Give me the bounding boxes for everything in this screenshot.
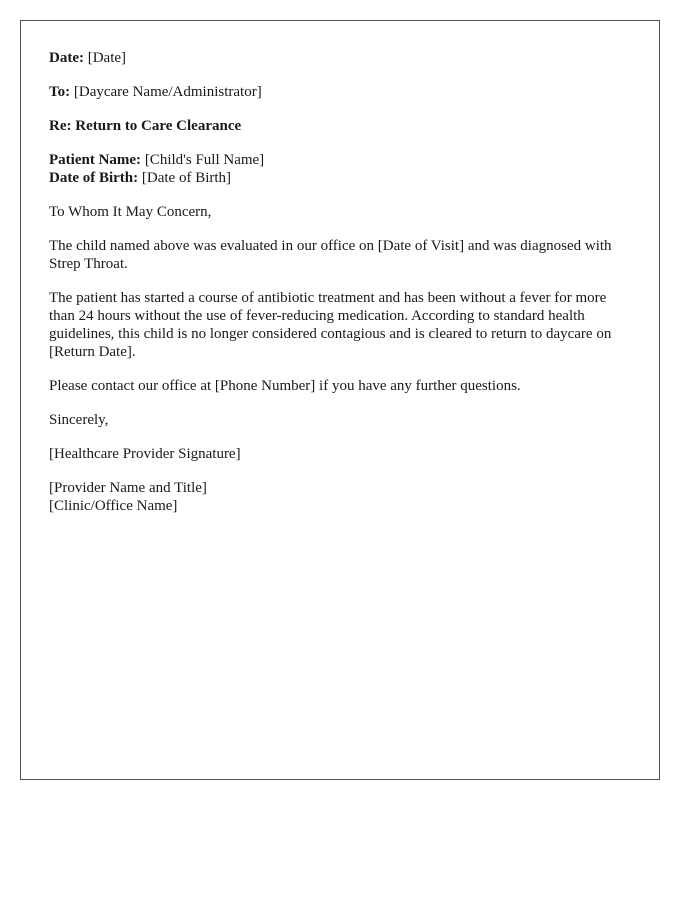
paragraph-2-text: The patient has started a course of antibiotic treatment and has been without a fever for more than 24 hours without the use of fever-reducing medication. According to standard health guidelines, this child is no longer considered contagious and is cleared to return to daycare on [Return Date].	[49, 290, 612, 360]
dob-line	[49, 169, 625, 187]
patient-info	[49, 151, 625, 187]
signature-placeholder: [Healthcare Provider Signature]	[49, 446, 241, 462]
patient-name-label: Patient Name:	[49, 152, 142, 168]
salutation: To Whom It May Concern,	[49, 204, 212, 220]
provider-block	[49, 479, 625, 515]
patient-name-value: [Child's Full Name]	[144, 152, 265, 168]
to-value: [Daycare Name/Administrator]	[73, 84, 262, 100]
signature-block	[49, 445, 625, 463]
patient-name-line	[49, 151, 625, 169]
subject-line	[49, 117, 625, 135]
recipient-line	[49, 83, 625, 101]
clinic-name: [Clinic/Office Name]	[49, 498, 178, 514]
dob-label: Date of Birth:	[49, 170, 139, 186]
salutation-block	[49, 203, 625, 221]
subject: Re: Return to Care Clearance	[49, 118, 242, 134]
date-line	[49, 49, 625, 67]
dob-value: [Date of Birth]	[141, 170, 232, 186]
paragraph-contact	[49, 377, 625, 395]
paragraph-clearance	[49, 289, 625, 361]
closing: Sincerely,	[49, 412, 109, 428]
date-label: Date:	[49, 50, 84, 66]
letter-content	[49, 49, 625, 531]
date-value: [Date]	[87, 50, 127, 66]
paragraph-3-text: Please contact our office at [Phone Number] if you have any further questions.	[49, 378, 521, 394]
to-label: To:	[49, 84, 71, 100]
paragraph-diagnosis	[49, 237, 625, 273]
closing-block	[49, 411, 625, 429]
paragraph-1-text: The child named above was evaluated in our office on [Date of Visit] and was diagnosed with Strep Throat.	[49, 238, 612, 272]
provider-name-title: [Provider Name and Title]	[49, 480, 207, 496]
letter-page	[20, 20, 660, 780]
